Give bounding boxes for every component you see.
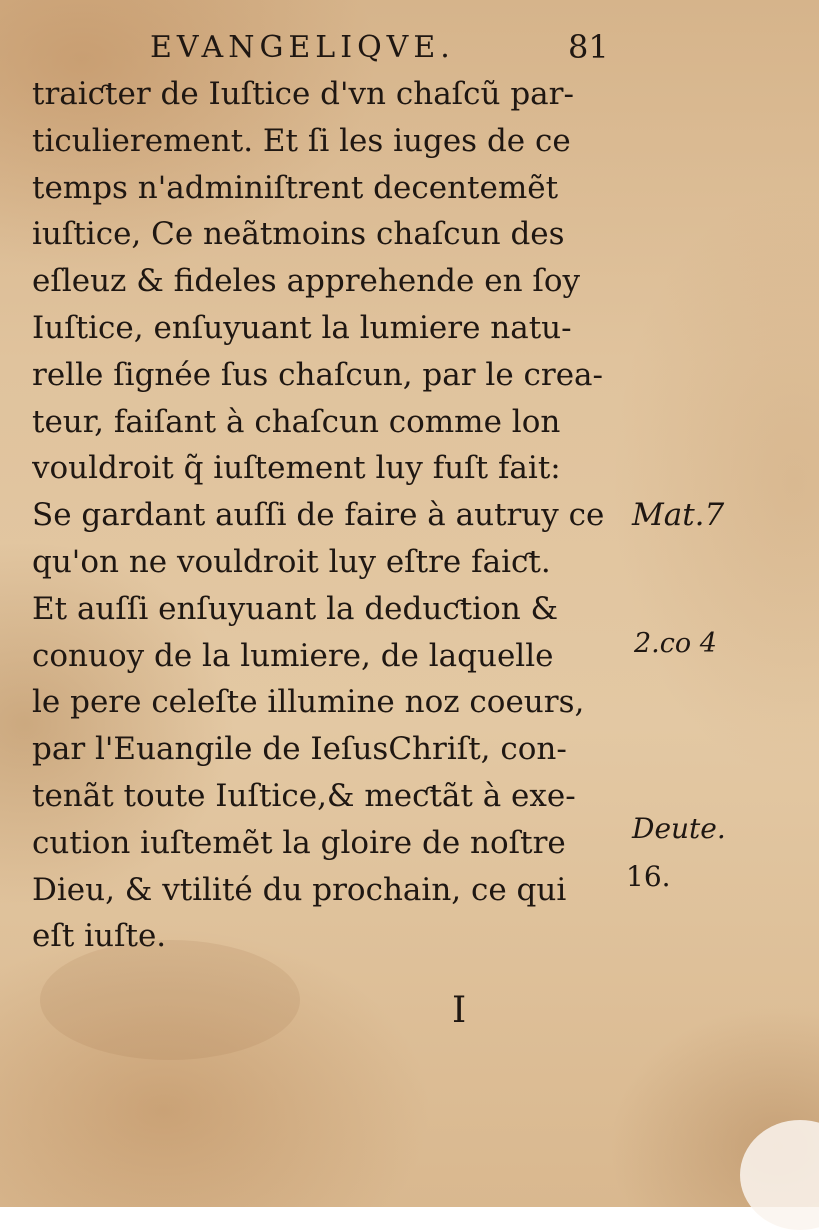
- text-line: relle ſignée ſus chaſcun, par le crea-: [32, 356, 604, 393]
- margin-note-deute: Deute.: [632, 812, 726, 845]
- text-line: eſt iuſte.: [32, 918, 167, 955]
- body-text: [32, 71, 632, 960]
- text-line: eſleuz & fideles apprehende en ſoy: [32, 263, 581, 300]
- running-title: EVANGELIQVE.: [150, 30, 455, 65]
- text-line: vouldroit q̃ iuſtement luy fuſt fait:: [32, 450, 561, 487]
- catchword: I: [452, 990, 467, 1031]
- text-line: tenãt toute Iuſtice,& meƈtãt à exe-: [32, 777, 576, 814]
- paper-damage: [740, 1120, 819, 1230]
- text-line: Dieu, & vtilité du prochain, ce qui: [32, 871, 567, 908]
- text-line: cution iuſtemẽt la gloire de noſtre: [32, 824, 566, 861]
- text-line: qu'on ne vouldroit luy eſtre faiƈt.: [32, 543, 551, 580]
- page-number: 81: [568, 28, 609, 66]
- margin-note-mat: Mat.7: [632, 497, 725, 533]
- text-line: teur, faiſant à chaſcun comme lon: [32, 403, 561, 440]
- text-line: iuſtice, Ce neãtmoins chaſcun des: [32, 216, 565, 253]
- margin-note-16: 16.: [626, 860, 671, 893]
- text-line: par l'Euangile de IeſusChriſt, con-: [32, 731, 567, 768]
- text-line: conuoy de la lumiere, de laquelle: [32, 637, 554, 674]
- text-line: le pere celeſte illumine noz coeurs,: [32, 684, 585, 721]
- page-header: [0, 26, 819, 66]
- text-line: Et auſſi enſuyuant la deduƈtion &: [32, 590, 559, 627]
- text-line: Se gardant auſſi de faire à autruy ce: [32, 497, 605, 534]
- text-line: temps n'adminiſtrent decentemẽt: [32, 169, 559, 206]
- margin-note-cor: 2.co 4: [634, 628, 717, 659]
- text-line: traiƈter de Iuſtice d'vn chaſcũ par-: [32, 76, 574, 112]
- text-line: Iuſtice, enſuyuant la lumiere natu-: [32, 309, 572, 346]
- text-line: ticulierement. Et ſi les iuges de ce: [32, 122, 571, 159]
